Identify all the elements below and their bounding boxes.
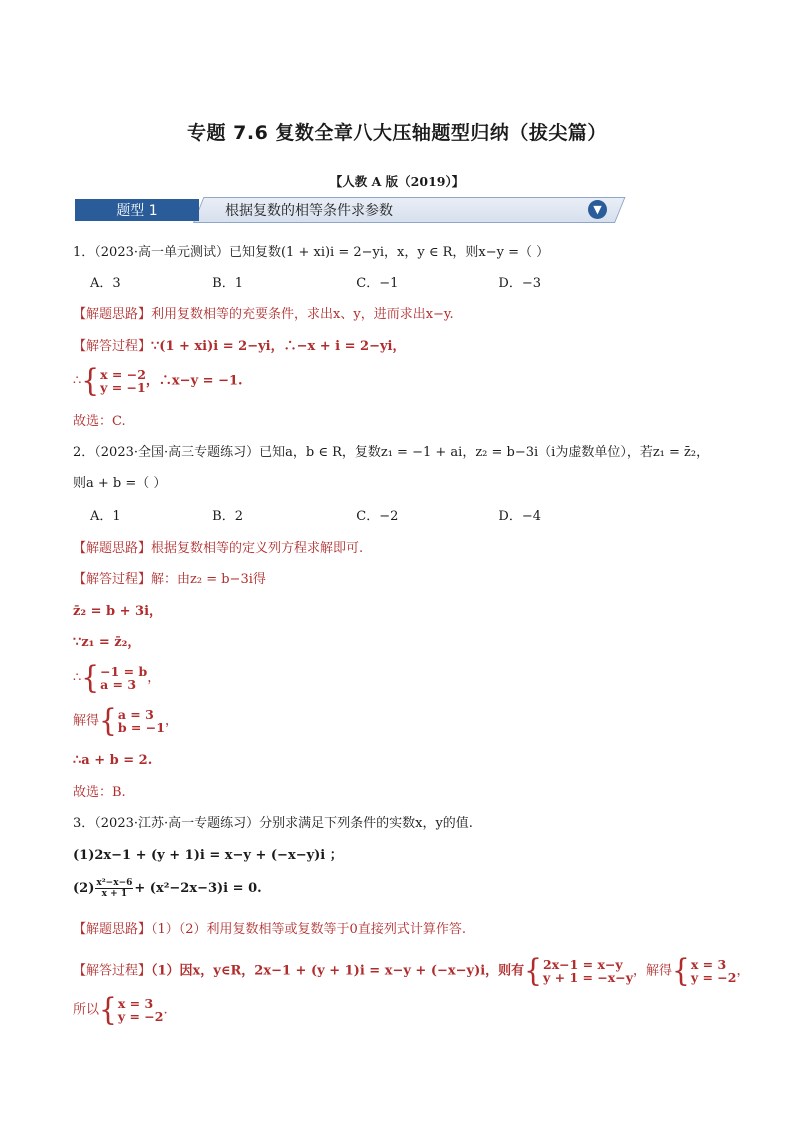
edition-label: 【人教 A 版（2019）】 — [329, 174, 465, 189]
q2-proc-label: 【解答过程】 — [73, 572, 152, 587]
page-title: 专题 7.6 复数全章八大压轴题型归纳（拔尖篇） — [187, 122, 607, 144]
q1-option-c: C．−1 — [356, 276, 399, 291]
q2-sys1-row: −1 = b — [100, 664, 148, 679]
q1-brace: { x = −2 y = −1 — [81, 362, 146, 399]
q1-idea — [73, 306, 454, 324]
q2-sys1-row: a = 3 — [100, 677, 137, 692]
q2-sys2-prefix: 解得 — [73, 713, 100, 729]
q2-system-1 — [73, 659, 161, 696]
q3-sys2-suffix: ， — [736, 963, 750, 979]
q3-fraction — [95, 878, 133, 899]
q1-option-a: A．3 — [90, 276, 121, 291]
q2-brace-2: { a = 3 b = −1 — [99, 702, 165, 739]
q2-idea-text: 根据复数相等的定义列方程求解即可. — [151, 541, 364, 556]
q3-proc-text: （1）因x，y∈R，2x−1 + (y + 1)i = x−y + (−x−y)i，则有 — [151, 963, 525, 979]
q3-p2-prefix: (2) — [73, 881, 95, 896]
q2-process — [73, 571, 266, 589]
q1-sys-row: x = −2 — [100, 367, 146, 382]
q3-idea-text: （1）（2）利用复数相等或复数等于0直接列式计算作答. — [151, 922, 466, 937]
q1-idea-label: 【解题思路】 — [73, 307, 152, 322]
q1-idea-text: 利用复数相等的充要条件，求出x、y，进而求出x−y. — [151, 307, 454, 322]
q1-answer: 故选：C. — [73, 414, 126, 429]
q3-sys1-row: y + 1 = −x−y — [543, 970, 633, 985]
banner-tag: 题型 1 — [75, 199, 199, 221]
q3-sys3-row: y = −2 — [117, 1009, 164, 1024]
banner-text: 根据复数的相等条件求参数 — [225, 203, 393, 219]
q2-idea-label: 【解题思路】 — [73, 541, 152, 556]
q2-stem-2: 则a + b =（ ） — [73, 476, 167, 491]
q3-frac-num: x²−x−6 — [96, 878, 133, 888]
chevron-down-icon[interactable]: ▼ — [588, 200, 607, 219]
q2-line-1: z̄₂ = b + 3i， — [73, 604, 163, 619]
q2-sys1-prefix: ∴ — [73, 670, 82, 686]
section-banner — [75, 197, 615, 225]
q2-options — [90, 508, 541, 526]
q3-mid: ，解得 — [632, 963, 672, 979]
q1-proc-text: ∵(1 + xi)i = 2−yi，∴−x + i = 2−yi， — [151, 339, 406, 354]
q3-sys1-row: 2x−1 = x−y — [543, 957, 623, 972]
q3-brace-3: { x = 3 y = −2 — [99, 991, 164, 1028]
q3-sys3-row: x = 3 — [117, 996, 154, 1011]
q2-brace-1: { −1 = b a = 3 — [81, 659, 148, 696]
q1-option-b: B．1 — [212, 276, 243, 291]
q3-brace-1: { 2x−1 = x−y y + 1 = −x−y — [524, 952, 633, 989]
q3-stem: 3．（2023·江苏·高一专题练习）分别求满足下列条件的实数x，y的值. — [73, 816, 473, 831]
q2-option-a: A．1 — [90, 509, 121, 524]
q2-answer: 故选：B. — [73, 785, 126, 800]
q1-proc-label: 【解答过程】 — [73, 339, 152, 354]
q1-sys-suffix: ，∴x−y = −1. — [145, 373, 243, 389]
q2-option-b: B．2 — [212, 509, 243, 524]
q3-brace-2: { x = 3 y = −2 — [672, 952, 737, 989]
q3-sys2-row: y = −2 — [690, 970, 737, 985]
q2-sys2-suffix: ， — [164, 713, 178, 729]
q1-option-d: D．−3 — [498, 276, 542, 291]
q3-idea — [73, 921, 466, 939]
q3-process — [73, 952, 750, 989]
q2-sys2-row: b = −1 — [117, 720, 165, 735]
q2-option-c: C．−2 — [356, 509, 399, 524]
q1-sys-prefix: ∴ — [73, 373, 82, 389]
q1-options — [90, 275, 541, 293]
q3-conclusion — [73, 991, 168, 1028]
q1-stem: 1．（2023·高一单元测试）已知复数(1 + xi)i = 2−yi，x，y ∈ R，则x−y =（ ） — [73, 245, 550, 260]
q2-line-3: ∴a + b = 2. — [73, 753, 153, 768]
q1-process — [73, 338, 405, 356]
q3-sys2-row: x = 3 — [690, 957, 727, 972]
q2-proc-text: 解：由z₂ = b−3i得 — [151, 572, 266, 587]
q3-part-1: (1)2x−1 + (y + 1)i = x−y + (−x−y)i ； — [73, 848, 343, 863]
q2-sys1-suffix: ， — [147, 670, 161, 686]
q2-sys2-row: a = 3 — [117, 707, 154, 722]
q3-part-2 — [73, 878, 262, 899]
q2-line-2: ∵z₁ = z̄₂， — [73, 635, 141, 650]
q3-p2-suffix: + (x²−2x−3)i = 0. — [134, 881, 262, 896]
q2-option-d: D．−4 — [498, 509, 542, 524]
q2-stem: 2．（2023·全国·高三专题练习）已知a，b ∈ R，复数z₁ = −1 + ai，z₂ = b−3i（i为虚数单位），若z₁ = z̄₂， — [73, 445, 710, 460]
q3-frac-den: x + 1 — [101, 889, 128, 899]
q1-system — [73, 362, 243, 399]
q1-sys-row: y = −1 — [100, 380, 146, 395]
q3-proc-label: 【解答过程】 — [73, 963, 152, 979]
q2-system-2 — [73, 702, 178, 739]
q3-sys3-suffix: . — [163, 1002, 168, 1018]
q3-last-prefix: 所以 — [73, 1002, 100, 1018]
q3-idea-label: 【解题思路】 — [73, 922, 152, 937]
q2-idea — [73, 540, 363, 558]
